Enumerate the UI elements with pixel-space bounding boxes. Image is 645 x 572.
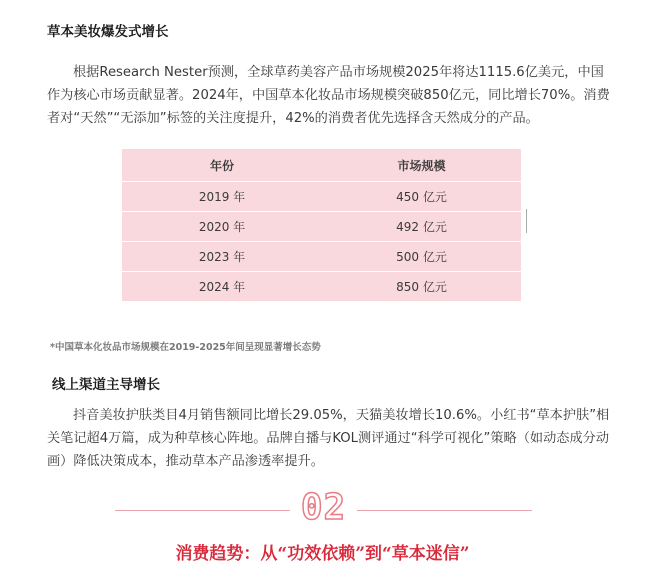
market-size-table [122,149,521,301]
divider-right [357,510,532,511]
cell-year: 2023 年 [122,242,322,272]
divider-left [115,510,290,511]
paragraph-line: 抖音美妆护肤类目4月销售额同比增长29.05%，天猫美妆增长10.6%。小红书“草本护肤”相 [73,408,610,423]
cell-market-size: 492 亿元 [322,212,521,242]
cell-year: 2024 年 [198,280,246,294]
paragraph-line: 根据Research Nester预测，全球草药美容产品市场规模2025年将达1115.6亿美元，中国 [73,65,604,80]
table-row [122,272,521,302]
cell-market-size: 450 亿元 [322,182,521,212]
text-cursor-line [526,209,527,233]
cell-year: 2019 年 [122,182,322,212]
table-caption: *中国草本化妆品市场规模在2019-2025年间呈现显著增长态势 [50,342,321,353]
cell-market-size: 500 亿元 [322,242,521,272]
paragraph-online-channels [47,404,609,473]
paragraph-market-forecast [47,61,610,130]
paragraph-line: 画）降低决策成本，推动草本产品渗透率提升。 [47,454,324,469]
table-row [122,242,521,272]
table-row [122,182,521,212]
section-heading-herbal-boom: 草本美妆爆发式增长 [47,24,169,40]
table-row [122,212,521,242]
column-header-market-size: 市场规模 [322,149,521,182]
cell-year: 2020 年 [122,212,322,242]
table-header-row [122,149,521,182]
cell-market-size: 850 亿元 [396,280,447,294]
section-heading-online-channels: 线上渠道主导增长 [52,377,160,393]
paragraph-line: 者对“天然”“无添加”标签的关注度提升，42%的消费者优先选择含天然成分的产品。 [47,111,539,126]
column-header-year: 年份 [122,149,322,182]
section-title-consumer-trends: 消费趋势：从“功效依赖”到“草本迷信” [175,544,470,564]
paragraph-line: 关笔记超4万篇，成为种草核心阵地。品牌自播与KOL测评通过“科学可视化”策略（如动态成分动 [47,431,610,446]
section-number: 02 [300,487,347,528]
paragraph-line: 作为核心市场贡献显著。2024年，中国草本化妆品市场规模突破850亿元，同比增长70%。消费 [47,88,610,103]
